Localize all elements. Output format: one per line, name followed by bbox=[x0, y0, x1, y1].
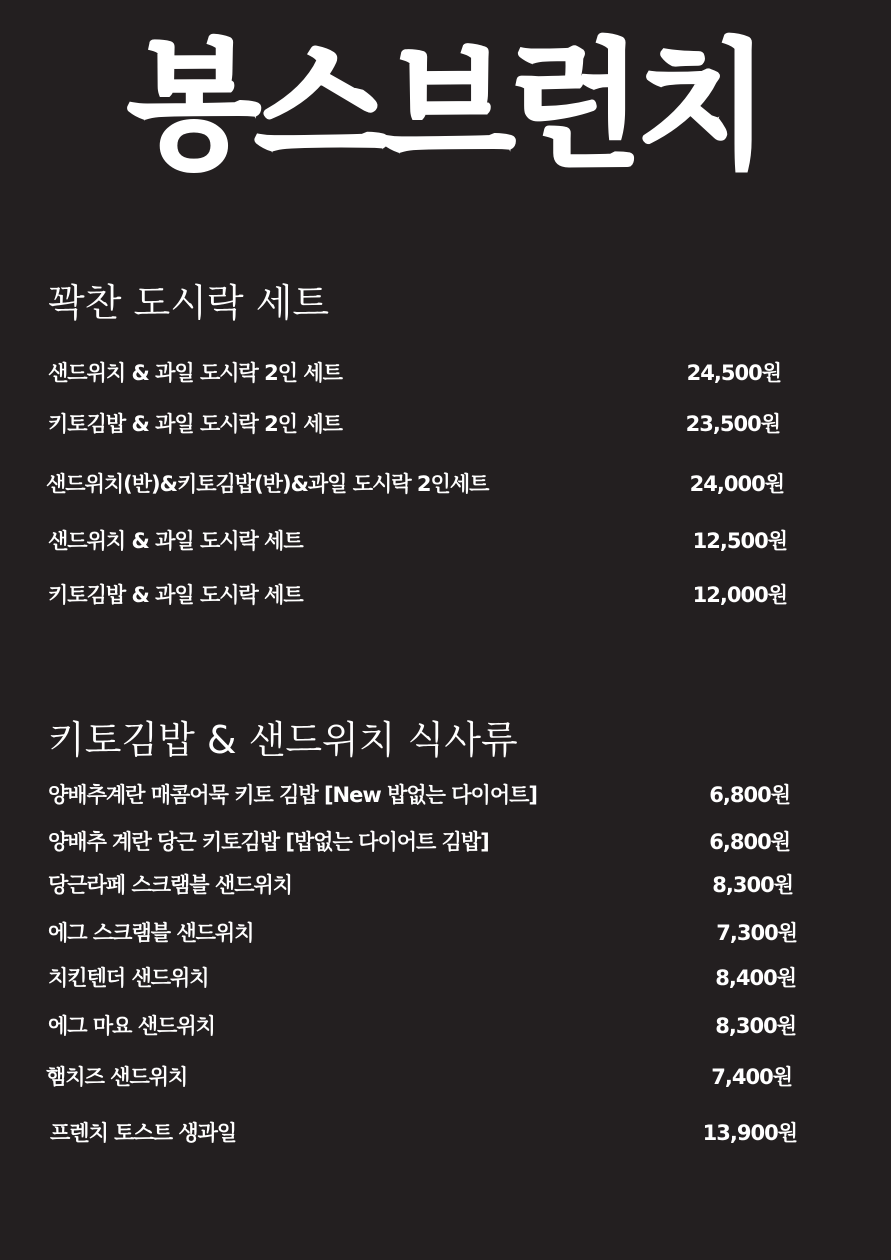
menu-item bbox=[0, 1062, 891, 1092]
menu-item-price: 8,400원 bbox=[715, 966, 796, 990]
menu-item-name: 당근라페 스크램블 샌드위치 bbox=[48, 873, 293, 897]
menu-item-name: 키토김밥 & 과일 도시락 2인 세트 bbox=[48, 412, 342, 436]
menu-item-price: 24,500원 bbox=[686, 361, 781, 385]
menu-item-price: 23,500원 bbox=[685, 412, 780, 436]
menu-item-name: 양배추계란 매콤어묵 키토 김밥 [New 밥없는 다이어트] bbox=[48, 783, 537, 807]
menu-item-price: 7,300원 bbox=[716, 921, 797, 945]
menu-item-price: 12,000원 bbox=[692, 583, 787, 607]
menu-item-name: 키토김밥 & 과일 도시락 세트 bbox=[48, 583, 303, 607]
menu-item-name: 샌드위치(반)&키토김밥(반)&과일 도시락 2인세트 bbox=[46, 472, 489, 496]
menu-item-name: 양배추 계란 당근 키토김밥 [밥없는 다이어트 김밥] bbox=[48, 830, 489, 854]
menu-item-price: 8,300원 bbox=[715, 1014, 796, 1038]
menu-item-name: 에그 마요 샌드위치 bbox=[48, 1014, 215, 1038]
menu-item bbox=[0, 580, 891, 610]
menu-item-name: 프렌치 토스트 생과일 bbox=[50, 1121, 237, 1145]
menu-item-price: 8,300원 bbox=[712, 873, 793, 897]
menu-item-price: 24,000원 bbox=[689, 472, 784, 496]
menu-item-name: 치킨텐더 샌드위치 bbox=[48, 966, 209, 990]
section-title-lunchbox-set: 꽉찬 도시락 세트 bbox=[48, 281, 330, 325]
menu-item-name: 샌드위치 & 과일 도시락 세트 bbox=[48, 529, 303, 553]
menu-item-price: 7,400원 bbox=[711, 1065, 792, 1089]
menu-item bbox=[0, 918, 891, 948]
menu-item bbox=[0, 870, 891, 900]
menu-item-price: 12,500원 bbox=[692, 529, 787, 553]
menu-item-price: 6,800원 bbox=[709, 830, 790, 854]
menu-item bbox=[0, 1011, 891, 1041]
menu-item-name: 햄치즈 샌드위치 bbox=[46, 1065, 188, 1089]
menu-item bbox=[0, 409, 891, 439]
menu-item bbox=[0, 358, 891, 388]
menu-item bbox=[0, 780, 891, 810]
menu-item bbox=[0, 827, 891, 857]
menu-item-name: 샌드위치 & 과일 도시락 2인 세트 bbox=[48, 361, 342, 385]
restaurant-title: 봉스브런치 bbox=[127, 26, 764, 187]
menu-item bbox=[0, 469, 891, 499]
menu-item bbox=[0, 963, 891, 993]
section-title-kimbap-sandwich: 키토김밥 & 샌드위치 식사류 bbox=[48, 718, 518, 762]
menu-item bbox=[0, 1118, 891, 1148]
menu-item-price: 13,900원 bbox=[702, 1121, 797, 1145]
menu-item bbox=[0, 526, 891, 556]
menu-item-price: 6,800원 bbox=[709, 783, 790, 807]
menu-item-name: 에그 스크램블 샌드위치 bbox=[48, 921, 254, 945]
